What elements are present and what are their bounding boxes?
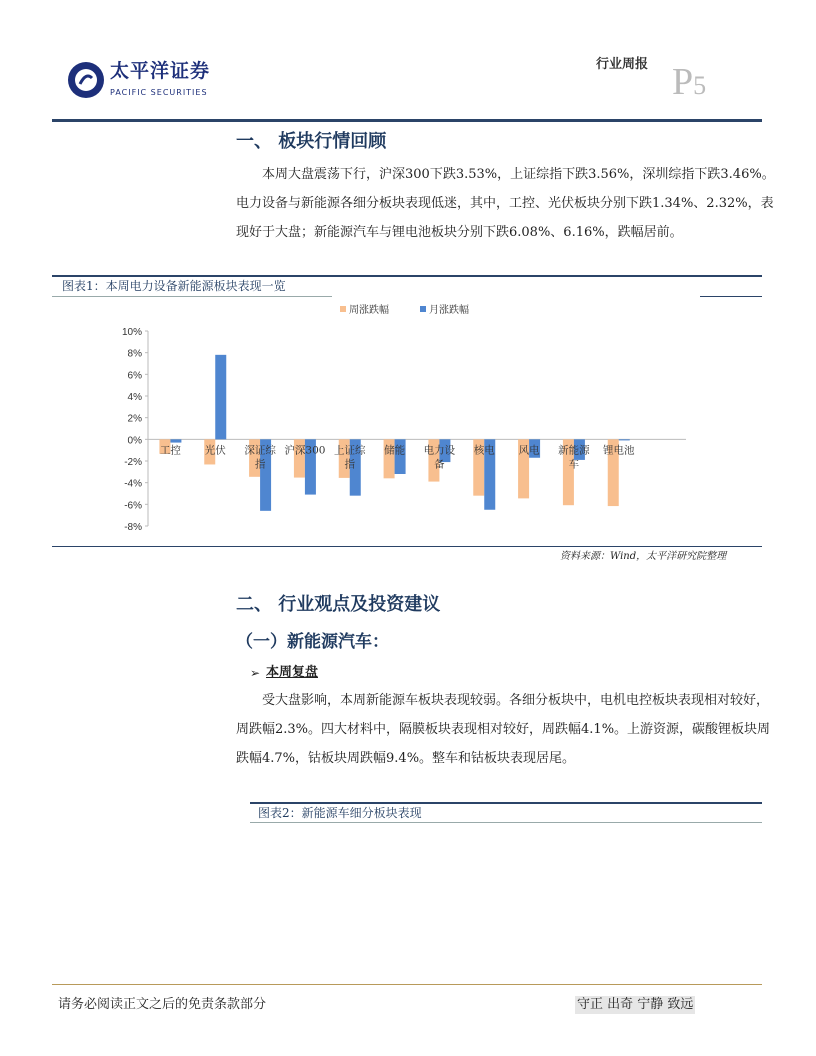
logo-subtitle: PACIFIC SECURITIES: [110, 88, 208, 97]
x-category-label: 储能: [384, 444, 406, 457]
bullet-heading: 本周复盘: [266, 665, 319, 680]
arrow-bullet-icon: ➢: [250, 666, 261, 680]
page-letter: P: [672, 61, 694, 103]
x-category-label: 锂电池: [603, 444, 635, 457]
section1-title: 一、 板块行情回顾: [236, 131, 387, 152]
footer-rule: [52, 984, 762, 985]
x-category-label: 备: [434, 458, 445, 471]
y-tick-label: 8%: [127, 348, 142, 360]
y-tick-label: -4%: [124, 478, 142, 490]
report-type: 行业周报: [596, 57, 649, 72]
figure1-bottom-rule: [52, 546, 762, 547]
x-category-label: 车: [568, 458, 580, 471]
pacific-logo-icon: [58, 44, 108, 110]
figure1-source: 资料来源：Wind，太平洋研究院整理: [560, 551, 727, 562]
y-tick-label: 6%: [127, 370, 142, 382]
x-category-label: 光伏: [204, 444, 226, 457]
figure1-top-rule: [52, 275, 762, 277]
bar-monthly: [170, 439, 181, 442]
x-category-label: 深证综: [244, 444, 276, 457]
y-tick-label: -8%: [124, 522, 142, 533]
y-tick-label: -2%: [124, 457, 142, 468]
legend-swatch: [340, 306, 346, 312]
y-tick-label: -6%: [124, 500, 142, 512]
section2-text: 受大盘影响，本周新能源车板块表现较弱。各细分板块中，电机电控板块表现相对较好，周跌幅2.3%。四大材料中，隔膜板块表现相对较好，周跌幅4.1%。上游资源，碳酸锂板块周跌幅4.7%，钴板块周跌幅9.4%。整车和钴板块表现居尾。: [236, 693, 771, 766]
footer-disclaimer: 请务必阅读正文之后的免责条款部分: [58, 997, 267, 1012]
legend-swatch: [420, 306, 426, 312]
section1-text: 本周大盘震荡下行，沪深300下跌3.53%，上证综指下跌3.56%，深圳综指下跌3.46%。电力设备与新能源各细分板块表现低迷，其中，工控、光伏板块分别下跌1.34%、2.32%，表现好于大盘；新能源汽车与锂电池板块分别下跌6.08%、6.16%，跌幅居前。: [236, 167, 775, 240]
section1-paragraph: [236, 160, 776, 247]
y-tick-label: 2%: [127, 413, 142, 425]
x-category-label: 指: [254, 458, 266, 471]
figure1-title: 图表1：本周电力设备新能源板块表现一览: [62, 279, 286, 293]
logo-name: 太平洋证券: [110, 60, 211, 82]
page-digit: 5: [693, 71, 707, 100]
x-category-label: 核电: [473, 444, 495, 457]
section2-paragraph: [236, 686, 776, 773]
x-category-label: 风电: [518, 444, 540, 457]
footer-motto: 守正 出奇 宁静 致远: [577, 997, 694, 1012]
x-category-label: 工控: [159, 444, 181, 457]
bar-monthly: [215, 355, 226, 439]
y-tick-label: 0%: [127, 435, 142, 447]
sector-performance-chart: [100, 296, 700, 536]
figure1-title-rule-right: [700, 296, 762, 297]
figure2-title: 图表2：新能源车细分板块表现: [258, 806, 422, 820]
legend-label: 月涨跌幅: [429, 305, 469, 316]
y-tick-label: 10%: [121, 327, 142, 338]
x-category-label: 沪深300: [284, 444, 326, 457]
bar-monthly: [619, 439, 630, 440]
figure2-title-rule: [250, 822, 762, 823]
page-number: [672, 62, 706, 106]
y-tick-label: 4%: [127, 392, 142, 403]
x-category-label: 电力设: [423, 444, 456, 457]
header-rule: [52, 119, 762, 122]
section2-title: 二、 行业观点及投资建议: [236, 594, 441, 615]
subsection-title: （一）新能源汽车：: [236, 632, 389, 652]
x-category-label: 上证综: [334, 444, 366, 457]
legend-label: 周涨跌幅: [349, 305, 389, 316]
x-category-label: 新能源: [558, 444, 590, 457]
figure2-top-rule: [250, 802, 762, 804]
x-category-label: 指: [344, 458, 355, 471]
